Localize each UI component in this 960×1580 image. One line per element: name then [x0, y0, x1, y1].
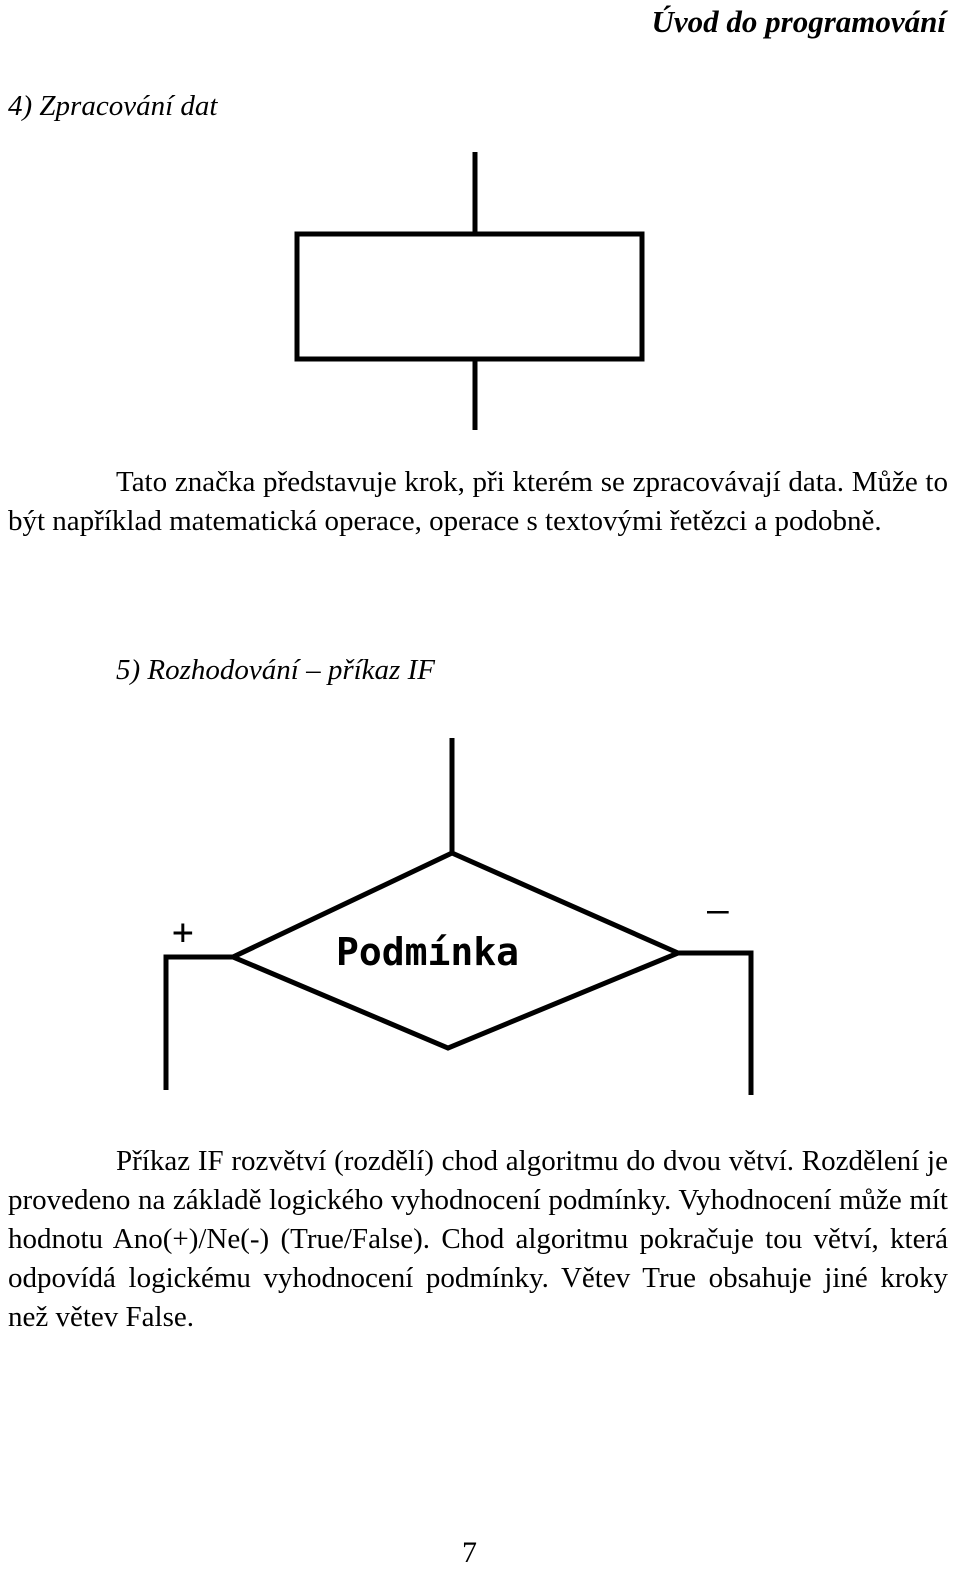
decision-description	[8, 1142, 948, 1337]
page-number: 7	[462, 1536, 477, 1569]
minus-sign-label: –	[707, 890, 729, 931]
processing-description-text: Tato značka představuje krok, při kterém se zpracovávají data. Může to být například matematická operace, operace s textovými řetězci a podobně.	[8, 466, 948, 537]
false-branch-line	[678, 953, 751, 1095]
plus-sign-label: +	[172, 912, 194, 953]
process-box	[297, 234, 642, 359]
process-diagram	[297, 152, 642, 430]
decision-diagram	[166, 738, 751, 1095]
true-branch-line	[166, 957, 233, 1090]
condition-label: Podmínka	[336, 930, 520, 974]
decision-description-text: Příkaz IF rozvětví (rozdělí) chod algoritmu do dvou větví. Rozdělení je provedeno na základě logického vyhodnocení podmínky. Vyhodnocení může mít hodnotu Ano(+)/Ne(-) (True/False). Chod algoritmu pokračuje tou větví, která odpovídá logickému vyhodnocení podmínky. Větev True obsahuje jiné kroky než větev False.	[8, 1145, 948, 1333]
page-header-title: Úvod do programování	[651, 4, 946, 39]
section-heading-decision: 5) Rozhodování – příkaz IF	[116, 654, 435, 686]
processing-description	[8, 463, 948, 541]
section-heading-processing: 4) Zpracování dat	[8, 90, 218, 122]
